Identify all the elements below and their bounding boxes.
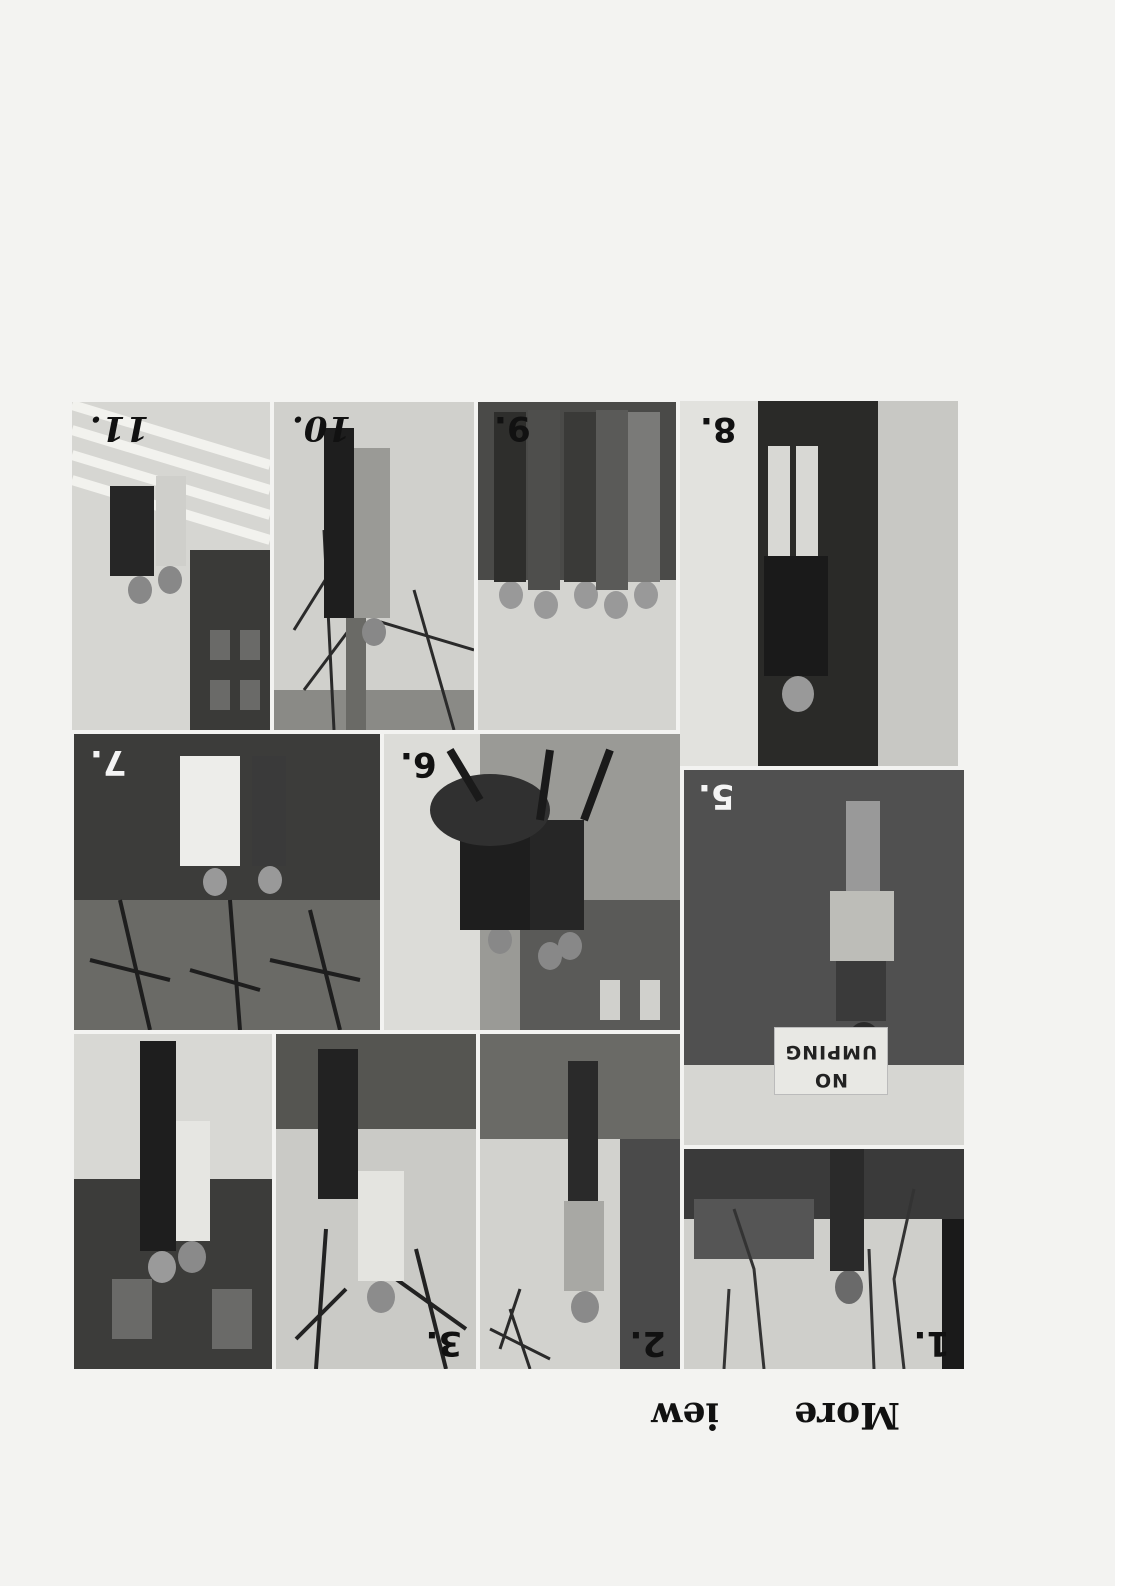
photo-9 xyxy=(478,402,676,730)
photo-number: 6. xyxy=(400,744,437,784)
photo-number: 3. xyxy=(425,1323,462,1363)
photo-6 xyxy=(384,734,680,1030)
photo-4 xyxy=(74,1034,272,1369)
photo-number: 10. xyxy=(292,408,352,448)
photo-5 xyxy=(684,770,964,1145)
photo-8 xyxy=(680,401,958,766)
photo-number: 8. xyxy=(700,409,737,449)
sign-line-1: NO xyxy=(813,1069,849,1091)
photo-number: 1. xyxy=(913,1323,950,1363)
photo-11 xyxy=(72,402,270,730)
photo-number: 2. xyxy=(629,1323,666,1363)
no-jumping-sign xyxy=(774,1027,888,1095)
page-title: More iew xyxy=(651,1394,900,1436)
photo-1 xyxy=(684,1149,964,1369)
photo-3 xyxy=(276,1034,476,1369)
photo-number: 5. xyxy=(698,776,735,816)
photo-2 xyxy=(480,1034,680,1369)
photo-number: 7. xyxy=(90,742,127,782)
photo-10 xyxy=(274,402,474,730)
sign-line-2: UMPING xyxy=(784,1041,878,1063)
photo-number: 11. xyxy=(90,408,150,448)
photo-7 xyxy=(74,734,380,1030)
photo-number: 9. xyxy=(494,408,531,448)
